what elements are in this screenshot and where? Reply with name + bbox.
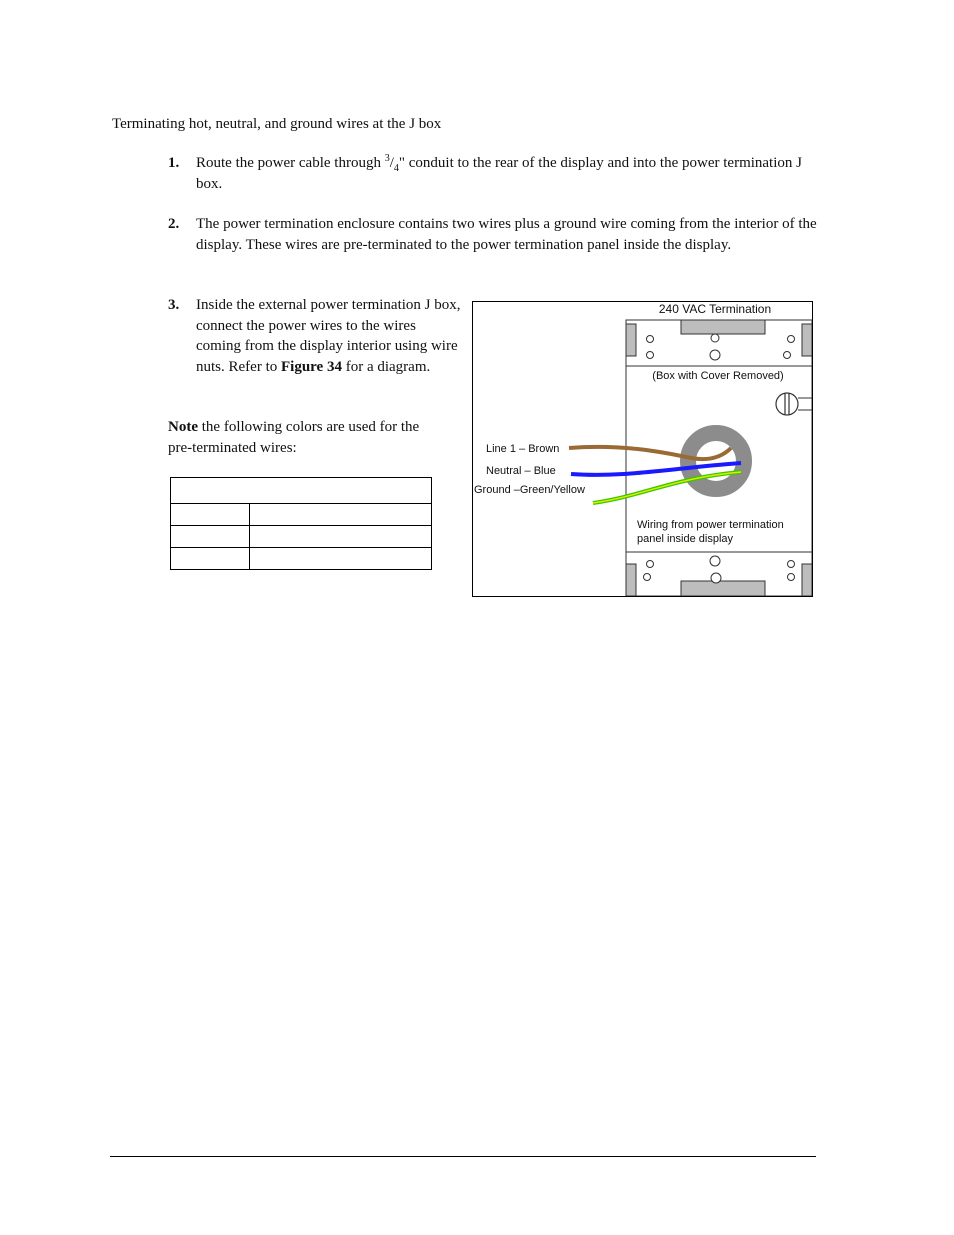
footer-rule xyxy=(110,1156,816,1157)
wire-color-table xyxy=(170,477,432,570)
top-left-tab xyxy=(626,324,636,356)
cover-note: (Box with Cover Removed) xyxy=(652,370,784,382)
mount-hole xyxy=(784,352,791,359)
table-row xyxy=(171,504,432,526)
bottom-left-tab xyxy=(626,564,636,596)
mount-hole xyxy=(644,574,651,581)
bottom-center-tab xyxy=(681,581,765,596)
mount-hole xyxy=(647,336,654,343)
mount-hole xyxy=(711,334,719,342)
mount-hole xyxy=(710,556,720,566)
line-wire-label: Line 1 – Brown xyxy=(486,443,560,455)
mount-hole xyxy=(788,574,795,581)
table-header xyxy=(171,478,432,504)
step-number: 2. xyxy=(168,216,180,232)
wiring-note-line-1: Wiring from power termination xyxy=(637,519,784,531)
mount-hole xyxy=(710,350,720,360)
termination-diagram-svg xyxy=(473,302,812,596)
section-title: Terminating hot, neutral, and ground wires at the J box xyxy=(112,116,442,132)
top-center-tab xyxy=(681,320,765,334)
wiring-note-line-2: panel inside display xyxy=(637,533,734,545)
step-text: Inside the external power termination J box, connect the power wires to the wires coming from the display interior using wire nuts. Refer to Figure 34 for a diagram. xyxy=(196,297,461,375)
step-text: Route the power cable through $^3/_4$" conduit to the rear of the display and into the power termination J box. xyxy=(196,153,802,192)
neutral-wire-label: Neutral – Blue xyxy=(486,465,556,477)
step-number: 1. xyxy=(168,155,180,171)
mount-hole xyxy=(788,336,795,343)
figure-title: 240 VAC Termination xyxy=(658,302,772,316)
note-paragraph: Note the following colors are used for the pre-terminated wires: xyxy=(168,419,420,456)
table-row xyxy=(171,548,432,570)
side-knockout-icon xyxy=(776,393,798,415)
table-row xyxy=(171,526,432,548)
note-label: Note xyxy=(168,419,198,435)
bottom-right-tab xyxy=(802,564,812,596)
top-right-tab xyxy=(802,324,812,356)
figure-reference: Figure 34 xyxy=(280,358,342,375)
mount-hole xyxy=(647,561,654,568)
step-text: The power termination enclosure contains two wires plus a ground wire coming from the interior of the display. These wires are pre-terminated to the power termination panel inside the display. xyxy=(196,216,817,253)
mount-hole xyxy=(647,352,654,359)
mount-hole xyxy=(711,573,721,583)
ground-wire-label: Ground –Green/Yellow xyxy=(474,484,585,496)
mount-hole xyxy=(788,561,795,568)
termination-diagram xyxy=(472,301,813,597)
step-number: 3. xyxy=(168,297,180,313)
